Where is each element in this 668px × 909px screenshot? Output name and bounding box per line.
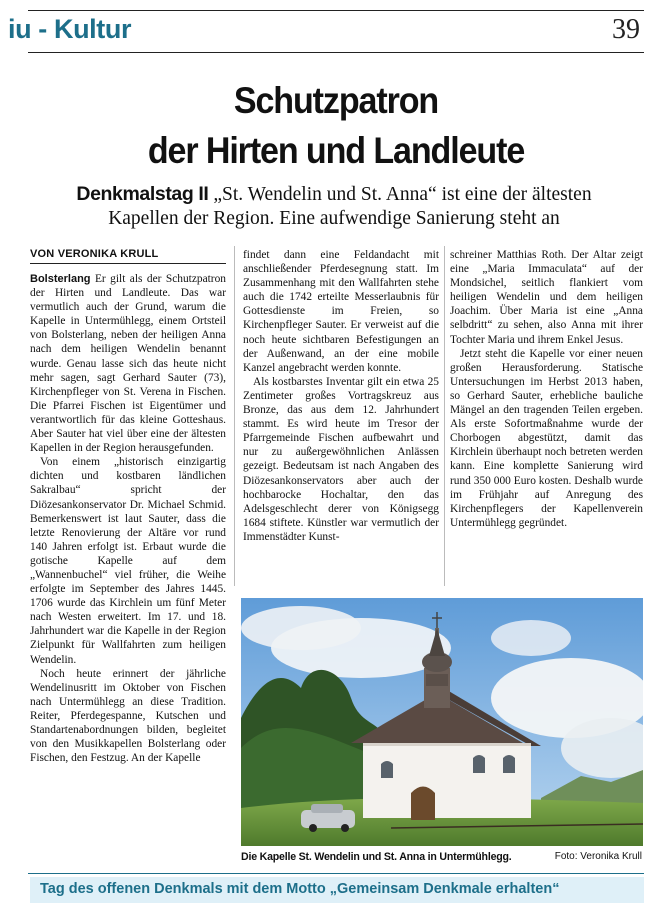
paragraph: Als kostbarstes Inventar gilt ein etwa 25 Zentimeter großes Vortragskreuz aus Bronze, das aus dem 12. Jahrhundert stammt. Es wird heute im Tresor der Pfarrgemeinde Fischen aufbewahrt und nur zu außergewöhnlichen Anlässen gezeigt. Bedeutsam ist nach Angaben des Diözesankonservators aber auch der hochbarocke Hochaltar, den das Adelsgeschlecht derer von Königsegg 1684 stiftete. Künstler war vermutlich der Immenstädter Kunst- [243, 375, 439, 543]
footer-banner-text: Tag des offenen Denkmals mit dem Motto „Gemeinsam Denkmale erhalten“ [40, 881, 560, 897]
page-number: 39 [612, 14, 640, 45]
kicker: Denkmalstag II [76, 183, 209, 205]
dateline: Bolsterlang [30, 273, 91, 285]
subheadline-line-2: Kapellen der Region. Eine aufwendige Sanierung steht an [108, 208, 560, 229]
byline: VON VERONIKA KRULL [30, 248, 226, 264]
chapel-photo [241, 598, 643, 846]
paragraph: Noch heute erinnert der jährliche Wendelinusritt im Oktober von Fischen nach Untermühlegg an diese Tradition. Reiter, Pferdegespanne, Kutschen und Standartenabordnungen bilden, begleitet von den Musikkapellen Bolsterlang oder Fischen, den Festzug. An der Kapelle [30, 667, 226, 765]
paragraph: Von einem „historisch einzigartig dichten und kostbaren ländlichen Sakralbau“ spricht der Diözesankonservator Dr. Michael Schmid. Bemerkenswert ist laut Sauter, dass die letzte Renovierung der Altäre vor rund 140 Jahren erfolgt ist. Erbaut wurde die gotische Kapelle auf dem „Wannenbuchel“ viel früher, die Weihe erfolgte im September des Jahres 1445. 1706 wurde das Kirchlein um fünf Meter nach Westen erweitert. Im 17. und 18. Jahrhundert war die Kapelle in der Region Zielpunkt für Wallfahrten zum heiligen Wendelin. [30, 456, 226, 666]
article-column-2 [243, 248, 439, 544]
article-column-1 [30, 272, 226, 765]
paragraph: findet dann eine Feldandacht mit anschließender Pferdesegnung statt. Im Zusammenhang mit den Wallfahrten stehe auch die 1742 erteilte Messerlaubnis für Gottesdienste im Freien, so Kirchenpfleger Sauter. Er verweist auf die noch heute sichtbaren Befestigungen an der Außenwand, an der eine mobile Kanzel angebracht werden konnte. [243, 249, 439, 374]
top-rule [28, 10, 644, 11]
photo-credit: Foto: Veronika Krull [554, 851, 642, 862]
subheadline-text: „St. Wendelin und St. Anna“ ist eine der ältesten [213, 184, 592, 205]
subheadline-line-1 [40, 183, 628, 206]
header-rule [28, 52, 644, 53]
paragraph: Jetzt steht die Kapelle vor einer neuen großen Herausforderung. Statische Untersuchungen im Herbst 2013 haben, so Gerhard Sauter, erhebliche bauliche Mängel an den tragenden Teilen ergeben. Als erste Sofortmaßnahme wurde der Chorbogen abgestützt, damit das Kirchlein überhaupt noch betreten werden kann. Eine komplette Sanierung wird rund 350 000 Euro kosten. Deshalb wurde im Frühjahr auf Anregung des Kirchenpflegers der Kapellenverein Untermühlegg gegründet. [450, 347, 643, 529]
chapel-illustration [241, 598, 643, 846]
section-title: iu - Kultur [8, 14, 132, 44]
column-divider [234, 246, 235, 586]
photo-caption: Die Kapelle St. Wendelin und St. Anna in Untermühlegg. [241, 851, 512, 863]
article-column-3 [450, 248, 643, 530]
paragraph [30, 272, 226, 455]
headline-line-2: der Hirten und Landleute [147, 130, 525, 171]
headline-line-1: Schutzpatron [233, 80, 439, 121]
footer-banner [30, 877, 644, 903]
paragraph: schreiner Matthias Roth. Der Altar zeigt eine „Maria Immaculata“ auf der Mondsichel, seitlich flankiert vom heiligen Wendelin und dem heiligen Joachim. Über Maria ist eine „Anna selbdritt“ zu sehen, also Anna mit ihrer Tochter Maria und ihrem Enkel Jesus. [450, 249, 643, 346]
paragraph-text: Er gilt als der Schutzpatron der Hirten und Landleute. Das war vermutlich auch der Grund, warum die Kapelle in Untermühlegg, einem Ortsteil von Bolsterlang, neben der heiligen Anna nach dem heiligen Wendelin benannt wurde. Genau lasse sich das heute nicht mehr sagen, sagt Gerhard Sauter (73), Kirchenpfleger von St. Verena in Fischen. Die Pfarrei Fischen ist Eigentümer und verantwortlich für das kleine Gotteshaus. Aber Sauter hat viel über eine der ältesten Kapellen in der Region herausgefunden. [30, 273, 226, 455]
column-divider [444, 246, 445, 586]
footer-rule [28, 873, 644, 874]
